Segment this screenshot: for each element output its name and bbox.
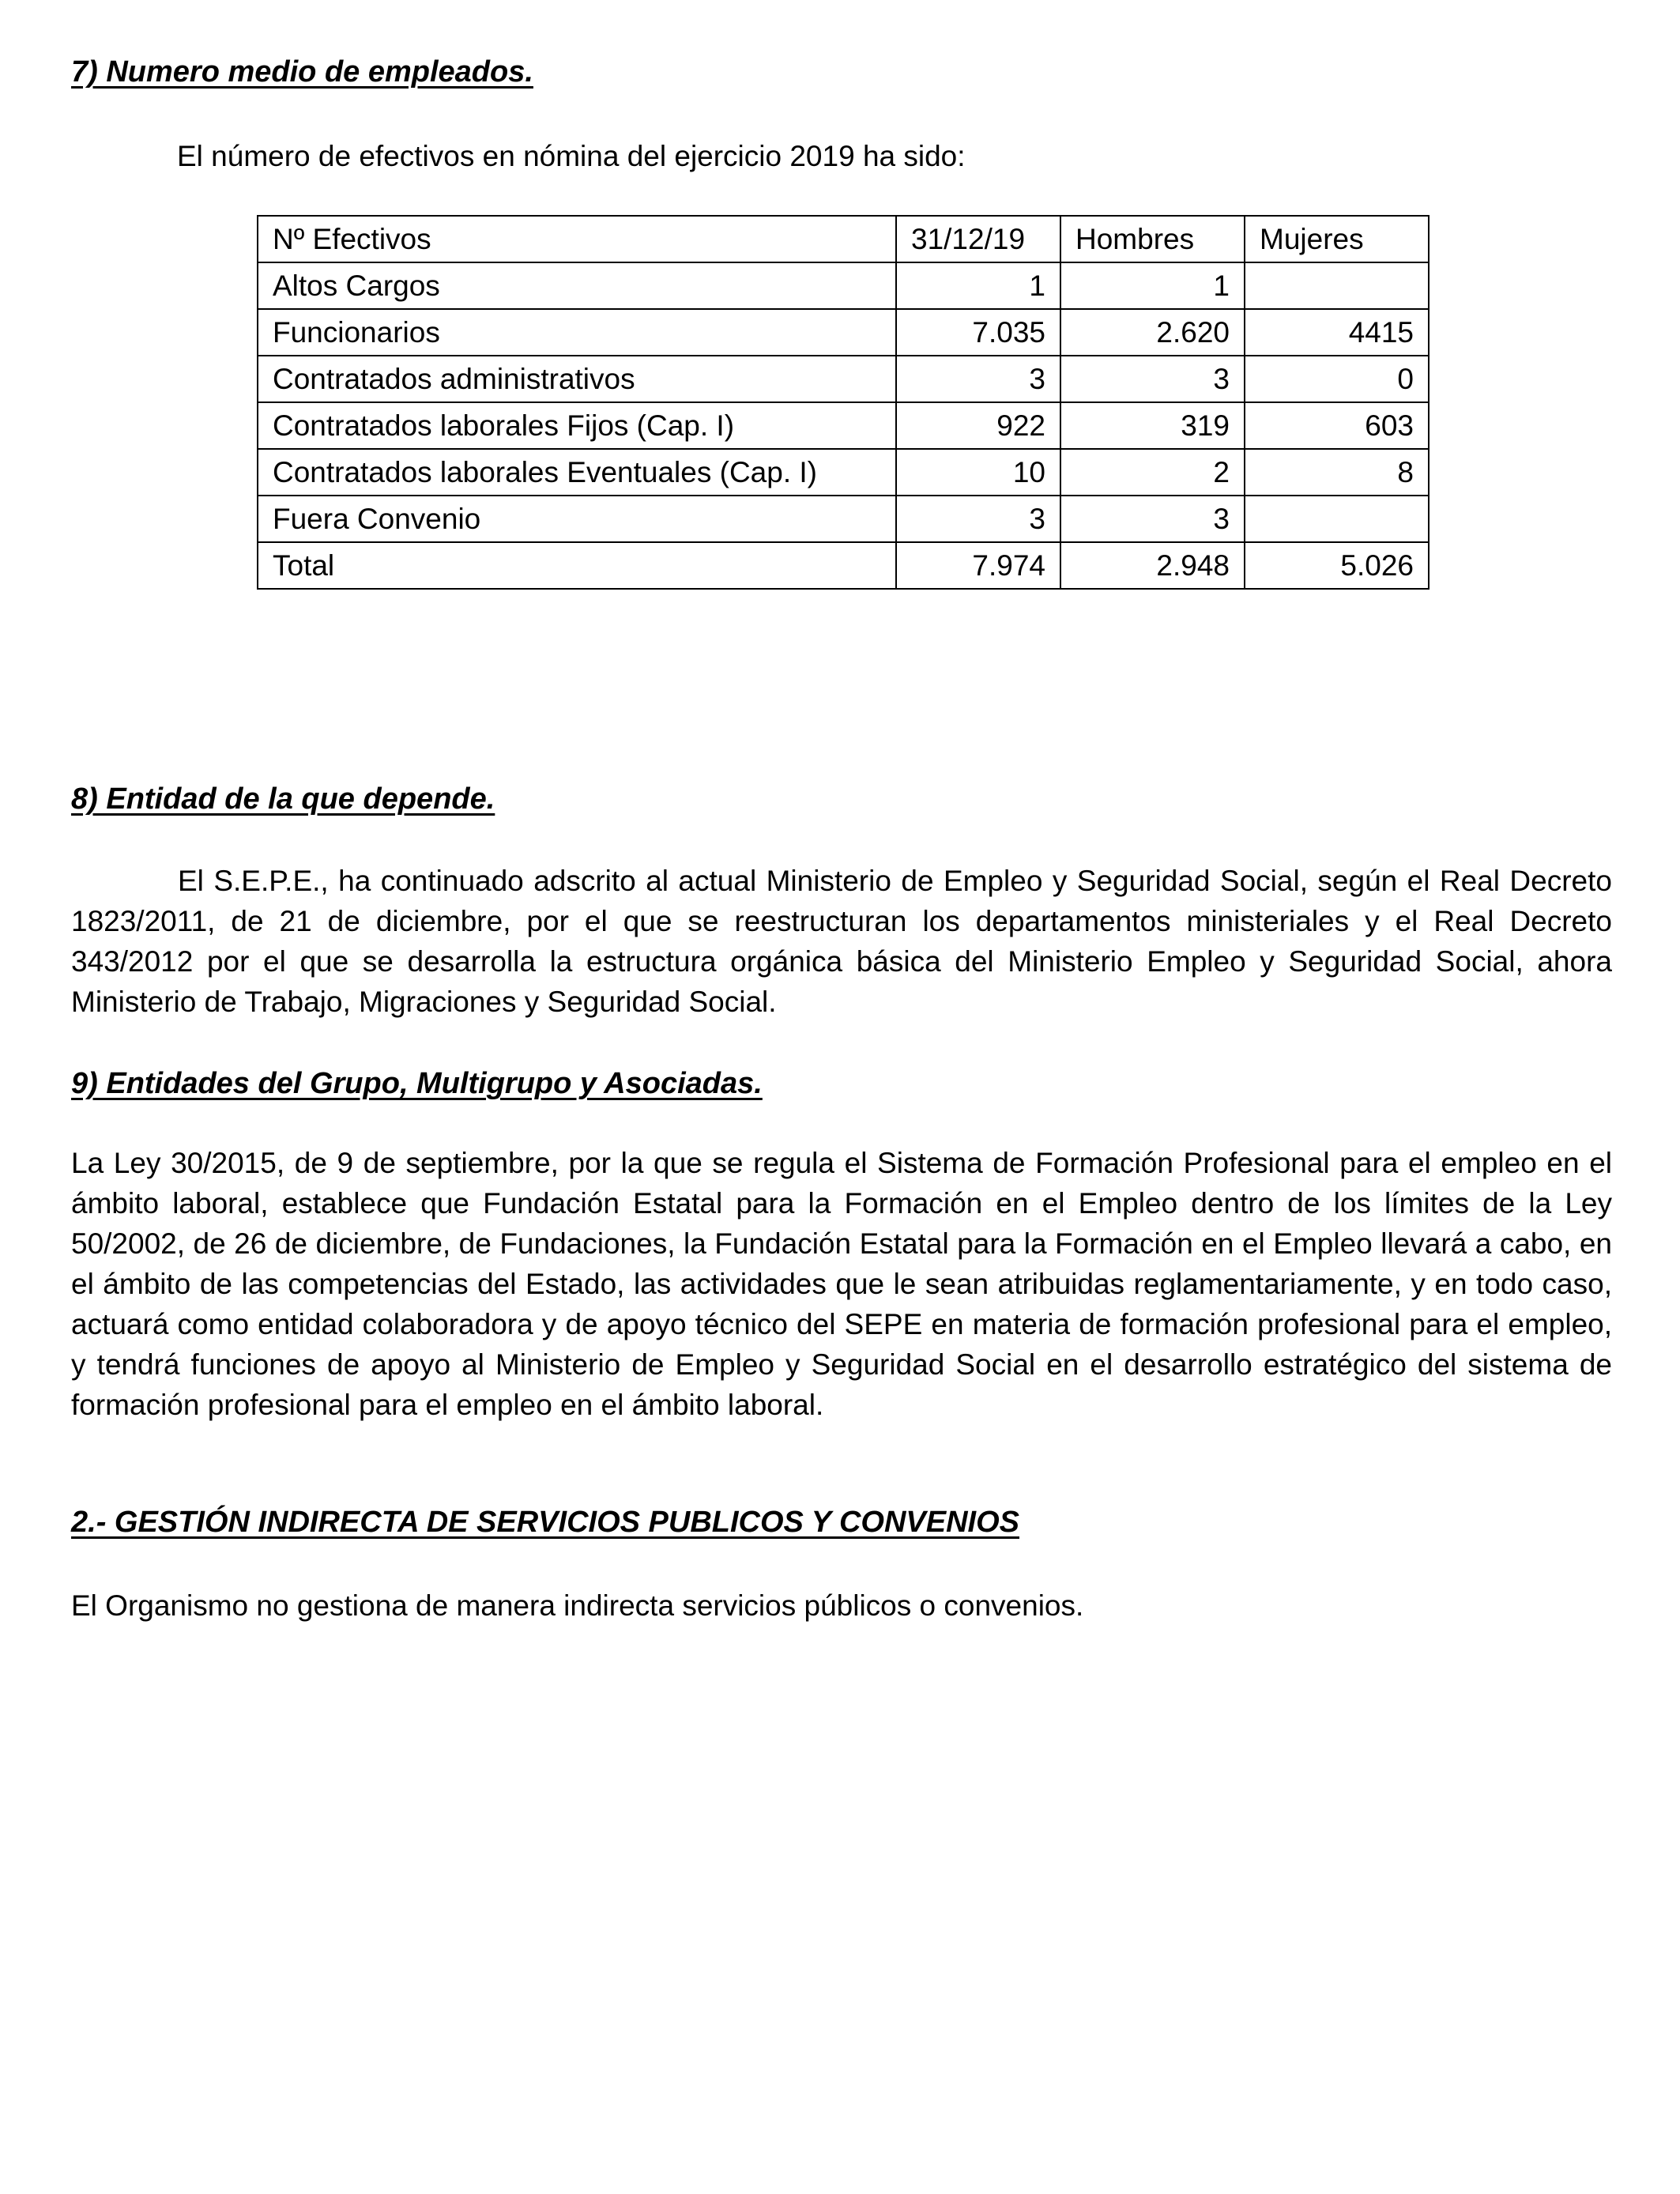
row-label: Funcionarios [258,309,896,356]
row-total: 3 [896,496,1060,542]
row-label: Total [258,542,896,589]
row-total: 7.035 [896,309,1060,356]
row-label: Altos Cargos [258,262,896,309]
table-row-total [258,542,1429,589]
row-mujeres [1245,496,1429,542]
row-label: Contratados laborales Eventuales (Cap. I) [258,449,896,496]
row-hombres: 3 [1060,356,1245,402]
table-row [258,449,1429,496]
section-9-body: La Ley 30/2015, de 9 de septiembre, por la que se regula el Sistema de Formación Profesional para el empleo en el ámbito laboral, establece que Fundación Estatal para la Formación en el Empleo dentro de los límites de la Ley 50/2002, de 26 de diciembre, de Fundaciones, la Fundación Estatal para la Formación en el Empleo llevará a cabo, en el ámbito de las competencias del Estado, las actividades que le sean atribuidas reglamentariamente, y en todo caso, actuará como entidad colaboradora y de apoyo técnico del SEPE en materia de formación profesional para el empleo, y tendrá funciones de apoyo al Ministerio de Empleo y Seguridad Social en el desarrollo estratégico del sistema de formación profesional para el empleo en el ámbito laboral. [71,1147,1612,1421]
row-total: 3 [896,356,1060,402]
row-mujeres: 5.026 [1245,542,1429,589]
row-mujeres: 0 [1245,356,1429,402]
table-row [258,356,1429,402]
row-mujeres [1245,262,1429,309]
section-8-heading: 8) Entidad de la que depende. [71,782,495,816]
staff-table [257,215,1430,590]
row-hombres: 2.948 [1060,542,1245,589]
row-label: Fuera Convenio [258,496,896,542]
section-7-heading: 7) Numero medio de empleados. [71,55,533,89]
section-9-heading: 9) Entidades del Grupo, Multigrupo y Asociadas. [71,1067,763,1100]
row-hombres: 1 [1060,262,1245,309]
row-total: 7.974 [896,542,1060,589]
row-mujeres: 603 [1245,402,1429,449]
row-total: 1 [896,262,1060,309]
row-hombres: 319 [1060,402,1245,449]
table-row [258,496,1429,542]
row-hombres: 2 [1060,449,1245,496]
row-mujeres: 8 [1245,449,1429,496]
row-label: Contratados laborales Fijos (Cap. I) [258,402,896,449]
row-total: 10 [896,449,1060,496]
table-row [258,309,1429,356]
section-7-intro: El número de efectivos en nómina del ejercicio 2019 ha sido: [177,140,966,172]
row-mujeres: 4415 [1245,309,1429,356]
header-cell-hombres: Hombres [1060,216,1245,262]
header-cell-efectivos: Nº Efectivos [258,216,896,262]
row-hombres: 2.620 [1060,309,1245,356]
row-label: Contratados administrativos [258,356,896,402]
row-hombres: 3 [1060,496,1245,542]
section-2-heading: 2.- GESTIÓN INDIRECTA DE SERVICIOS PUBLICOS Y CONVENIOS [71,1506,1020,1539]
section-8-body: El S.E.P.E., ha continuado adscrito al actual Ministerio de Empleo y Seguridad Social, según el Real Decreto 1823/2011, de 21 de diciembre, por el que se reestructuran los departamentos ministeriales y el Real Decreto 343/2012 por el que se desarrolla la estructura orgánica básica del Ministerio Empleo y Seguridad Social, ahora Ministerio de Trabajo, Migraciones y Seguridad Social. [71,865,1612,1018]
header-cell-date: 31/12/19 [896,216,1060,262]
header-cell-mujeres: Mujeres [1245,216,1429,262]
row-total: 922 [896,402,1060,449]
table-header-row [258,216,1429,262]
table-row [258,402,1429,449]
table-row [258,262,1429,309]
section-2-body: El Organismo no gestiona de manera indirecta servicios públicos o convenios. [71,1589,1084,1622]
